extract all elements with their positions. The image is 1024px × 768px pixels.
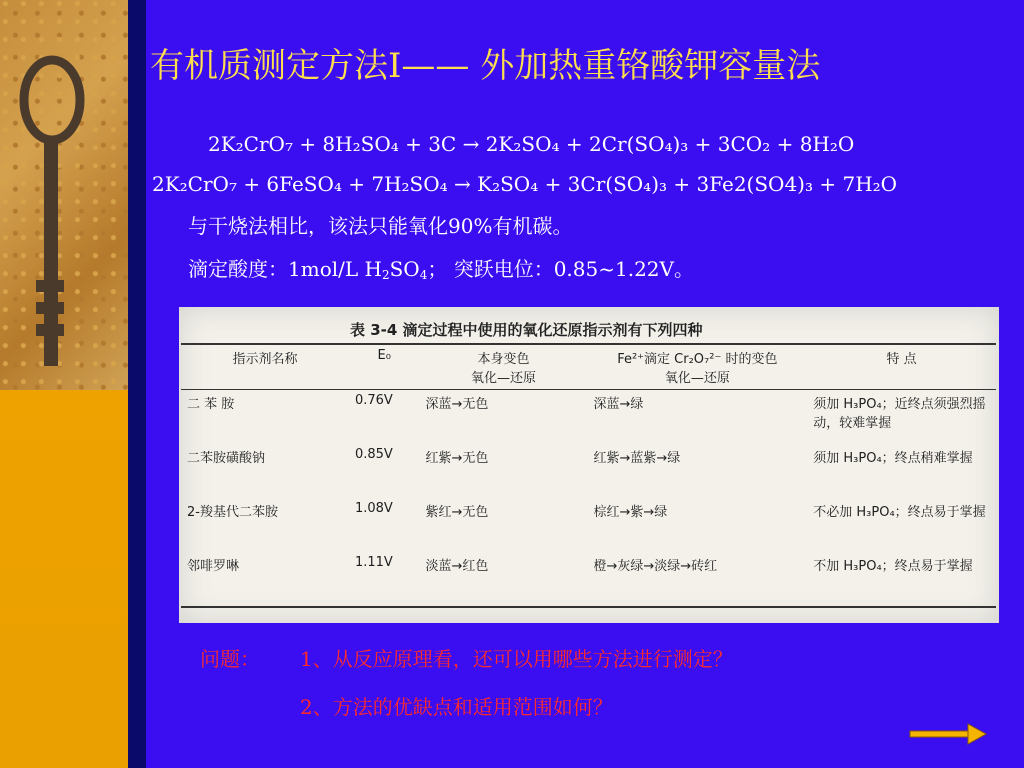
slide-title: 有机质测定方法I—— 外加热重铬酸钾容量法 bbox=[150, 46, 821, 86]
table-row bbox=[181, 444, 996, 498]
titration-color-change: 红紫→蓝紫→绿 bbox=[593, 451, 681, 466]
question-2: 2、方法的优缺点和适用范围如何？ bbox=[300, 695, 613, 719]
titration-color-change: 深蓝→绿 bbox=[593, 397, 644, 412]
questions-label: 问题： bbox=[200, 647, 260, 671]
table-row bbox=[181, 390, 996, 445]
indicator-table bbox=[181, 343, 996, 608]
characteristics: 不加 H₃PO₄；终点易于掌握 bbox=[813, 559, 973, 574]
table-header: 特 点 bbox=[886, 352, 917, 367]
table-header: E₀ bbox=[377, 348, 391, 363]
titration-note: 滴定酸度：1mol/L $H_2SO_4$； 突跃电位：0.85~1.22V。 bbox=[188, 257, 694, 282]
table-row bbox=[181, 498, 996, 552]
characteristics: 须加 H₃PO₄；近终点须强烈摇动，较难掌握 bbox=[813, 397, 986, 431]
potential: 1.11V bbox=[354, 555, 393, 570]
self-color-change: 深蓝→无色 bbox=[425, 397, 489, 412]
self-color-change: 红紫→无色 bbox=[425, 451, 489, 466]
potential: 1.08V bbox=[354, 501, 393, 516]
potential: 0.76V bbox=[354, 393, 393, 408]
characteristics: 不必加 H₃PO₄；终点易于掌握 bbox=[813, 505, 986, 520]
table-header: Fe²⁺滴定 Cr₂O₇²⁻ 时的变色 氧化—还原 bbox=[617, 352, 778, 386]
indicator-name: 二 苯 胺 bbox=[187, 397, 235, 412]
self-color-change: 淡蓝→红色 bbox=[425, 559, 489, 574]
comparison-note: 与干烧法相比，该法只能氧化90%有机碳。 bbox=[188, 214, 573, 238]
table-caption: 表 3-4 滴定过程中使用的氧化还原指示剂有下列四种 bbox=[350, 321, 703, 339]
divider-band bbox=[128, 0, 146, 768]
self-color-change: 紫红→无色 bbox=[425, 505, 489, 520]
titration-color-change: 橙→灰绿→淡绿→砖红 bbox=[593, 559, 718, 574]
right-arrow-icon[interactable] bbox=[908, 722, 988, 746]
table-row bbox=[181, 552, 996, 607]
key-icon bbox=[0, 40, 128, 390]
titration-color-change: 棕红→紫→绿 bbox=[593, 505, 668, 520]
equation-2: 2K₂CrO₇ + 6FeSO₄ + 7H₂SO₄ → K₂SO₄ + 3Cr(SO₄)₃ + 3Fe2(SO4)₃ + 7H₂O bbox=[152, 172, 898, 196]
indicator-name: 二苯胺磺酸钠 bbox=[187, 451, 266, 466]
characteristics: 须加 H₃PO₄；终点稍难掌握 bbox=[813, 451, 973, 466]
potential: 0.85V bbox=[354, 447, 393, 462]
indicator-name: 邻啡罗啉 bbox=[187, 559, 240, 574]
table-header: 本身变色 氧化—还原 bbox=[470, 352, 536, 386]
equation-1: 2K₂CrO₇ + 8H₂SO₄ + 3C → 2K₂SO₄ + 2Cr(SO₄)₃ + 3CO₂ + 8H₂O bbox=[208, 132, 855, 156]
indicator-table-image bbox=[179, 307, 999, 623]
table-header-row bbox=[181, 344, 996, 390]
indicator-name: 2-羧基代二苯胺 bbox=[187, 505, 278, 520]
table-header: 指示剂名称 bbox=[232, 352, 298, 367]
question-1: 1、从反应原理看，还可以用哪些方法进行测定？ bbox=[300, 647, 733, 671]
